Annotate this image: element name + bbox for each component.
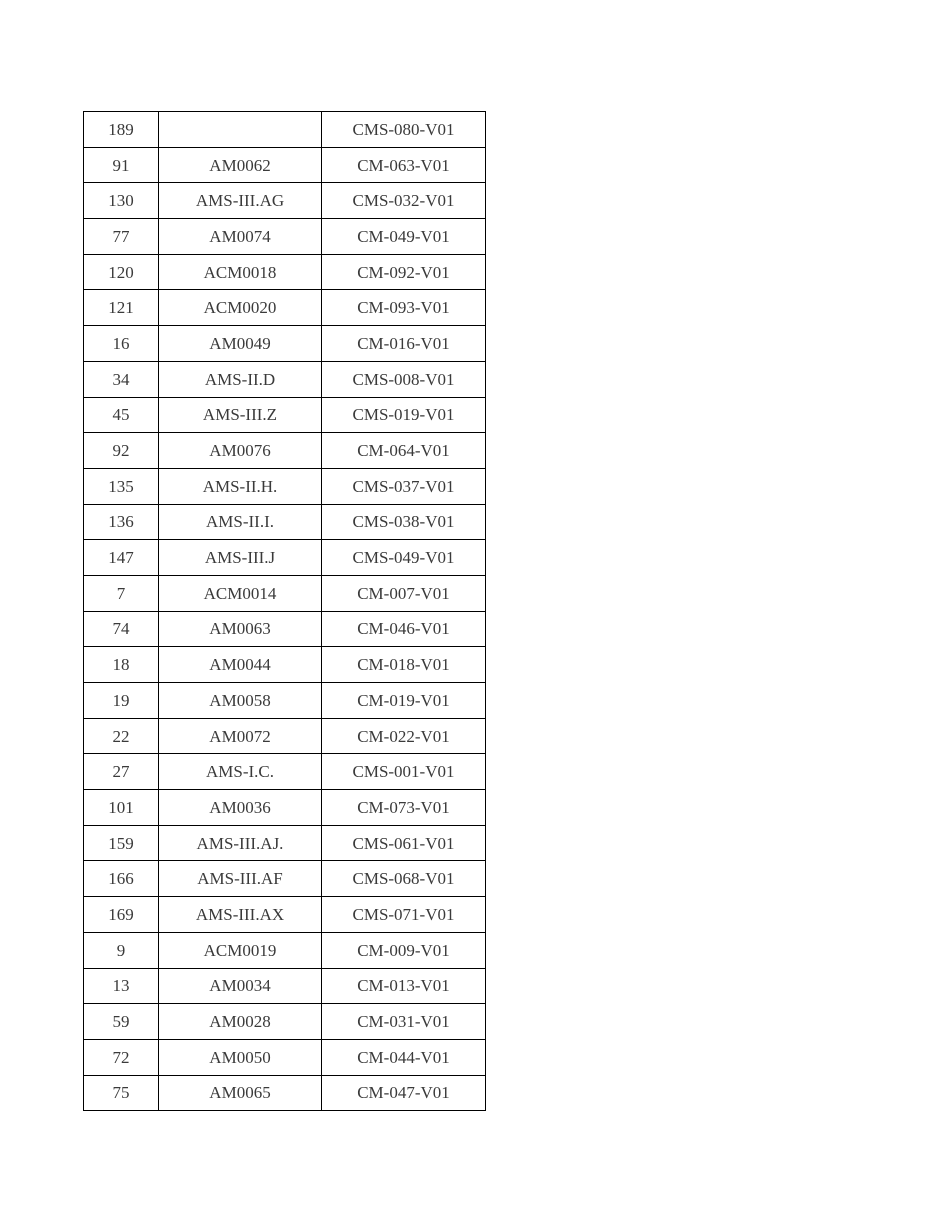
- cm-code-cell: CM-064-V01: [322, 433, 486, 469]
- table-row: [84, 861, 486, 897]
- row-number-cell: 120: [84, 254, 159, 290]
- row-number-cell: 135: [84, 468, 159, 504]
- table-row: [84, 683, 486, 719]
- row-number-cell: 7: [84, 575, 159, 611]
- row-number-cell: 19: [84, 683, 159, 719]
- row-number-cell: 159: [84, 825, 159, 861]
- row-number-cell: 13: [84, 968, 159, 1004]
- table-row: [84, 611, 486, 647]
- table-row: [84, 1039, 486, 1075]
- row-number-cell: 147: [84, 540, 159, 576]
- methodology-code-cell: ACM0019: [159, 932, 322, 968]
- table-row: [84, 147, 486, 183]
- table-row: [84, 754, 486, 790]
- row-number-cell: 16: [84, 326, 159, 362]
- row-number-cell: 22: [84, 718, 159, 754]
- methodology-code-cell: AMS-I.C.: [159, 754, 322, 790]
- table-row: [84, 468, 486, 504]
- table-row: [84, 504, 486, 540]
- cm-code-cell: CMS-037-V01: [322, 468, 486, 504]
- row-number-cell: 169: [84, 897, 159, 933]
- cm-code-cell: CM-047-V01: [322, 1075, 486, 1111]
- table-row: [84, 718, 486, 754]
- table-row: [84, 433, 486, 469]
- methodology-code-cell: [159, 112, 322, 148]
- row-number-cell: 18: [84, 647, 159, 683]
- row-number-cell: 166: [84, 861, 159, 897]
- cm-code-cell: CM-007-V01: [322, 575, 486, 611]
- row-number-cell: 91: [84, 147, 159, 183]
- methodology-code-cell: AM0065: [159, 1075, 322, 1111]
- methodology-code-cell: AM0034: [159, 968, 322, 1004]
- table-row: [84, 790, 486, 826]
- table-row: [84, 575, 486, 611]
- methodology-code-cell: AMS-II.D: [159, 361, 322, 397]
- table-row: [84, 825, 486, 861]
- row-number-cell: 75: [84, 1075, 159, 1111]
- cm-code-cell: CMS-068-V01: [322, 861, 486, 897]
- table-row: [84, 1004, 486, 1040]
- methodology-code-cell: ACM0018: [159, 254, 322, 290]
- table-row: [84, 897, 486, 933]
- row-number-cell: 74: [84, 611, 159, 647]
- methodology-code-cell: AM0028: [159, 1004, 322, 1040]
- table-row: [84, 326, 486, 362]
- methodology-code-cell: AMS-III.Z: [159, 397, 322, 433]
- methodology-code-cell: AM0036: [159, 790, 322, 826]
- table-row: [84, 219, 486, 255]
- cm-code-cell: CMS-080-V01: [322, 112, 486, 148]
- methodology-code-cell: AMS-III.AG: [159, 183, 322, 219]
- methodology-code-cell: AMS-III.J: [159, 540, 322, 576]
- row-number-cell: 136: [84, 504, 159, 540]
- table-row: [84, 647, 486, 683]
- table-row: [84, 254, 486, 290]
- cm-code-cell: CM-019-V01: [322, 683, 486, 719]
- table-row: [84, 968, 486, 1004]
- table-row: [84, 540, 486, 576]
- methodology-code-cell: AM0072: [159, 718, 322, 754]
- cm-code-cell: CM-018-V01: [322, 647, 486, 683]
- methodology-code-cell: AMS-III.AX: [159, 897, 322, 933]
- methodology-code-cell: AM0076: [159, 433, 322, 469]
- table-row: [84, 290, 486, 326]
- methodology-code-cell: AM0062: [159, 147, 322, 183]
- cm-code-cell: CMS-049-V01: [322, 540, 486, 576]
- cm-code-cell: CM-073-V01: [322, 790, 486, 826]
- table-row: [84, 397, 486, 433]
- methodology-code-cell: AMS-II.H.: [159, 468, 322, 504]
- cm-code-cell: CMS-019-V01: [322, 397, 486, 433]
- table-row: [84, 932, 486, 968]
- cm-code-cell: CMS-001-V01: [322, 754, 486, 790]
- cm-code-cell: CMS-038-V01: [322, 504, 486, 540]
- cm-code-cell: CMS-008-V01: [322, 361, 486, 397]
- methodology-code-cell: AMS-III.AF: [159, 861, 322, 897]
- row-number-cell: 9: [84, 932, 159, 968]
- row-number-cell: 189: [84, 112, 159, 148]
- cm-code-cell: CM-046-V01: [322, 611, 486, 647]
- row-number-cell: 27: [84, 754, 159, 790]
- methodology-code-cell: AM0058: [159, 683, 322, 719]
- cm-code-cell: CM-044-V01: [322, 1039, 486, 1075]
- cm-code-cell: CMS-071-V01: [322, 897, 486, 933]
- cm-code-cell: CM-031-V01: [322, 1004, 486, 1040]
- row-number-cell: 45: [84, 397, 159, 433]
- table-row: [84, 1075, 486, 1111]
- cm-code-cell: CM-092-V01: [322, 254, 486, 290]
- methodology-code-cell: AMS-III.AJ.: [159, 825, 322, 861]
- cm-code-cell: CM-063-V01: [322, 147, 486, 183]
- row-number-cell: 101: [84, 790, 159, 826]
- table-body: [84, 112, 486, 1111]
- methodology-code-cell: AM0050: [159, 1039, 322, 1075]
- methodology-table: [83, 111, 486, 1111]
- cm-code-cell: CM-009-V01: [322, 932, 486, 968]
- cm-code-cell: CMS-032-V01: [322, 183, 486, 219]
- row-number-cell: 59: [84, 1004, 159, 1040]
- table-row: [84, 361, 486, 397]
- methodology-code-cell: AMS-II.I.: [159, 504, 322, 540]
- cm-code-cell: CM-093-V01: [322, 290, 486, 326]
- cm-code-cell: CM-013-V01: [322, 968, 486, 1004]
- cm-code-cell: CMS-061-V01: [322, 825, 486, 861]
- methodology-code-cell: AM0074: [159, 219, 322, 255]
- row-number-cell: 34: [84, 361, 159, 397]
- methodology-code-cell: AM0044: [159, 647, 322, 683]
- row-number-cell: 121: [84, 290, 159, 326]
- row-number-cell: 72: [84, 1039, 159, 1075]
- table-row: [84, 112, 486, 148]
- table-row: [84, 183, 486, 219]
- row-number-cell: 92: [84, 433, 159, 469]
- row-number-cell: 130: [84, 183, 159, 219]
- row-number-cell: 77: [84, 219, 159, 255]
- methodology-code-cell: AM0063: [159, 611, 322, 647]
- methodology-code-cell: ACM0020: [159, 290, 322, 326]
- methodology-code-cell: AM0049: [159, 326, 322, 362]
- cm-code-cell: CM-022-V01: [322, 718, 486, 754]
- cm-code-cell: CM-016-V01: [322, 326, 486, 362]
- cm-code-cell: CM-049-V01: [322, 219, 486, 255]
- methodology-code-cell: ACM0014: [159, 575, 322, 611]
